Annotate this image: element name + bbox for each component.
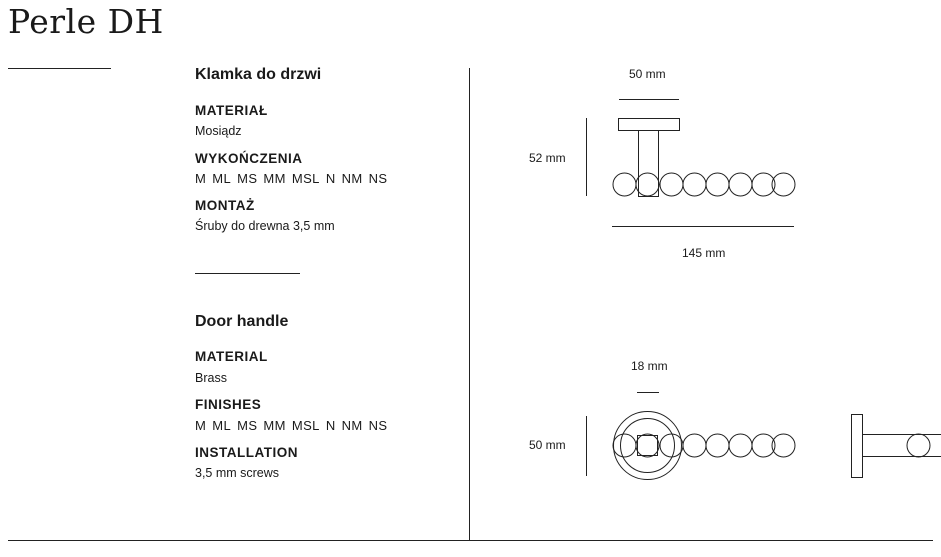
page-title: Perle DH [8,2,164,41]
material-value-pl: Mosiądz [195,124,242,138]
finish-code: ML [212,418,232,433]
finish-code: MSL [291,418,320,433]
finish-code: MS [237,171,258,186]
finish-code: MS [237,418,258,433]
finish-code: M [195,418,207,433]
finish-code: MSL [291,171,320,186]
heading-pl: Klamka do drzwi [195,66,322,83]
dim-top-width: 50 mm [629,67,666,81]
finish-code: NS [368,418,388,433]
dim-top-length: 145 mm [682,246,726,260]
installation-value-en: 3,5 mm screws [195,466,280,480]
dim-top-height: 52 mm [529,151,566,165]
finishes-label-en: FINISHES [195,397,262,412]
dim-bottom-height: 50 mm [529,438,566,452]
material-label-pl: MATERIAŁ [195,103,268,118]
finish-code: ML [212,171,232,186]
installation-label-pl: MONTAŻ [195,198,255,213]
finish-code: MM [263,418,286,433]
finishes-label-pl: WYKOŃCZENIA [195,151,303,166]
heading-en: Door handle [195,313,289,330]
finish-code: NM [341,418,363,433]
finish-code: NM [341,171,363,186]
handle-front-drawing [587,393,796,480]
material-label-en: MATERIAL [195,349,268,364]
material-value-en: Brass [195,371,227,385]
finish-code: N [325,418,336,433]
finish-code: M [195,171,207,186]
handle-end-drawing [852,415,941,478]
finish-code: N [325,171,336,186]
finish-code: MM [263,171,286,186]
handle-side-drawing [587,100,796,227]
installation-value-pl: Śruby do drewna 3,5 mm [195,219,335,233]
dim-bottom-rose: 18 mm [631,359,668,373]
finish-code: NS [368,171,388,186]
installation-label-en: INSTALLATION [195,445,298,460]
